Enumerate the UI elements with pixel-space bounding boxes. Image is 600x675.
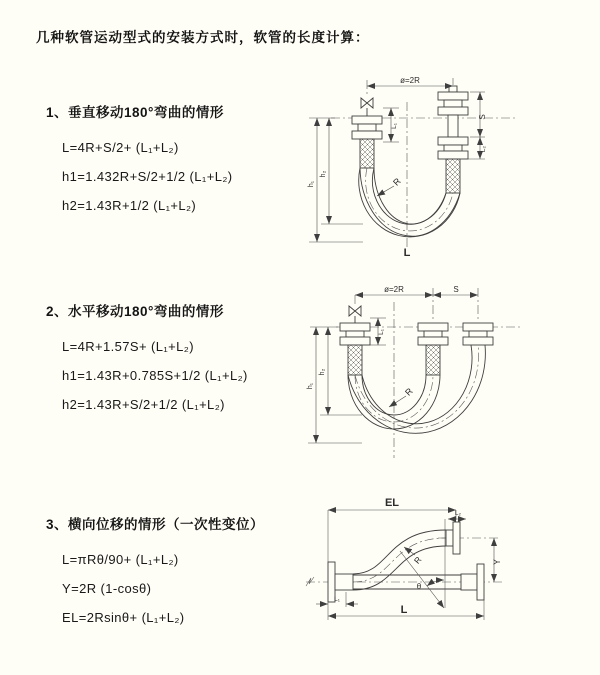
section-3-heading: 3、横向位移的情形（一次性变位） xyxy=(46,517,265,532)
hose-arcs xyxy=(359,168,460,237)
length-label: L xyxy=(403,247,411,259)
upper-pipe-fitting xyxy=(446,522,460,554)
page-title: 几种软管运动型式的安装方式时，软管的长度计算： xyxy=(36,30,370,45)
valve-icon xyxy=(349,306,361,323)
dim-label-y: Y xyxy=(492,558,502,566)
middle-pipe-fitting xyxy=(418,323,448,375)
radius-label: R xyxy=(411,554,424,566)
diagram-horizontal-180-bend xyxy=(306,280,568,470)
dim-label-h1: h₁ xyxy=(307,382,314,390)
formula-line: L=4R+S/2+ (L₁+L₂) xyxy=(62,140,179,155)
dim-label-h1: h₁ xyxy=(308,180,315,188)
section-1-heading: 1、垂直移动180°弯曲的情形 xyxy=(46,105,224,120)
section-1-formulas xyxy=(62,133,233,220)
formula-line: EL=2Rsinθ+ (L₁+L₂) xyxy=(62,610,185,625)
dim-label-l2: L₂ xyxy=(454,510,462,517)
valve-icon xyxy=(361,98,373,116)
formula-line: L=πRθ/90+ (L₁+L₂) xyxy=(62,552,179,567)
dim-label-l1: L₁ xyxy=(378,329,385,335)
right-pipe-fitting xyxy=(461,564,484,600)
angle-label: θ xyxy=(416,582,422,591)
section-3 xyxy=(46,516,264,632)
formula-line: h1=1.432R+S/2+1/2 (L₁+L₂) xyxy=(62,169,233,184)
formula-line: h1=1.43R+0.785S+1/2 (L₁+L₂) xyxy=(62,368,248,383)
right-pipe-fitting xyxy=(463,323,493,345)
formula-line: h2=1.43R+1/2 (L₁+L₂) xyxy=(62,198,197,213)
dim-label-l2: L₂ xyxy=(480,145,487,153)
diagram-vertical-180-bend xyxy=(305,72,557,264)
hose-arcs xyxy=(348,345,485,433)
braided-hose-section xyxy=(360,139,374,168)
dimension-lines xyxy=(308,295,478,443)
dim-label-l1: L₁ xyxy=(391,123,398,129)
left-pipe-fitting xyxy=(340,323,370,375)
radius-label: R xyxy=(391,176,403,188)
section-2-formulas xyxy=(62,332,248,419)
dim-label-h2: h₂ xyxy=(319,368,326,376)
dim-label-s: S xyxy=(478,114,487,120)
braided-hose-section xyxy=(348,345,362,375)
dim-label-l: L xyxy=(400,604,408,616)
dim-label-h2: h₂ xyxy=(320,170,327,178)
diagram-lateral-displacement xyxy=(298,494,600,656)
dim-label-el: EL xyxy=(384,497,400,509)
left-pipe-fitting xyxy=(328,562,353,602)
dim-label-s: S xyxy=(453,285,459,294)
centerlines xyxy=(331,78,517,248)
construction-lines xyxy=(400,519,445,608)
braided-hose-section xyxy=(446,159,460,193)
section-3-formulas xyxy=(62,545,264,632)
dim-label-span: ø=2R xyxy=(400,76,420,85)
radius-label: R xyxy=(403,386,415,398)
braided-hose-section xyxy=(426,345,440,375)
section-1 xyxy=(46,104,233,220)
formula-line: L=4R+1.57S+ (L₁+L₂) xyxy=(62,339,194,354)
dim-label-l1: L₁ xyxy=(334,596,340,603)
formula-line: h2=1.43R+S/2+1/2 (L₁+L₂) xyxy=(62,397,225,412)
right-pipe-fitting xyxy=(438,86,468,193)
section-2 xyxy=(46,303,248,419)
left-pipe-fitting xyxy=(352,116,382,168)
section-2-heading: 2、水平移动180°弯曲的情形 xyxy=(46,304,224,319)
dim-label-span: ø=2R xyxy=(384,285,404,294)
formula-line: Y=2R (1-cosθ) xyxy=(62,581,152,596)
pipe-break-mark xyxy=(306,577,314,586)
